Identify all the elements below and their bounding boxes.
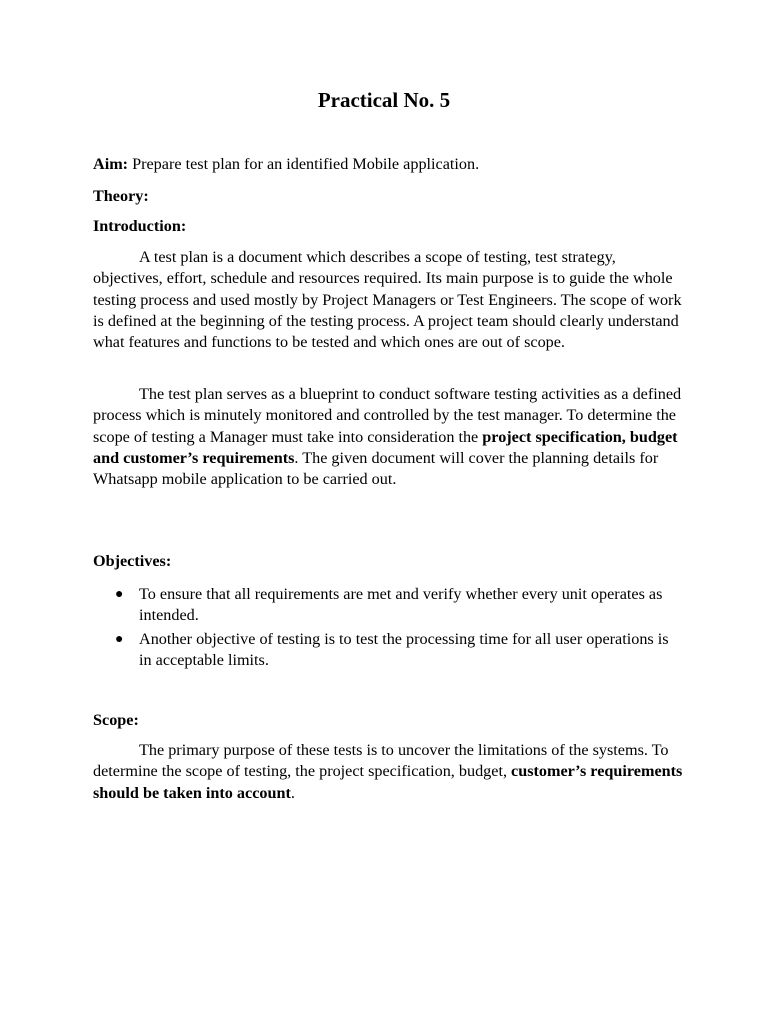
introduction-paragraph-2-text-a: The test plan serves as a blueprint to conduct software testing activities as a defined process which is minutely monitored and controlled by the test manager. To determine the scope of testing a Manager must take into consideration the: [93, 385, 682, 446]
aim-line: [93, 154, 683, 175]
aim-text: Prepare test plan for an identified Mobile application.: [128, 155, 480, 173]
introduction-paragraph-1: [93, 247, 683, 353]
scope-paragraph: [93, 740, 683, 804]
introduction-paragraph-1-text: A test plan is a document which describes a scope of testing, test strategy, objectives, effort, schedule and resources required. Its main purpose is to guide the whole testing process and used mostly by Project Managers or Test Engineers. The scope of work is defined at the beginning of the testing process. A project team should clearly understand what features and functions to be tested and which ones are out of scope.: [93, 248, 682, 352]
scope-heading: Scope:: [93, 711, 139, 729]
scope-paragraph-text-a: The primary purpose of these tests is to uncover the limitations of the systems. To determine the scope of testing, the project specification, budget,: [93, 741, 669, 781]
objective-text: Another objective of testing is to test the processing time for all user operations is in acceptable limits.: [139, 629, 669, 669]
scope-paragraph-text-b: .: [290, 783, 295, 802]
objectives-list: [93, 584, 683, 673]
bullet-icon: ●: [115, 587, 124, 602]
introduction-paragraph-2-text-b: . The given document will cover the planning details for Whatsapp mobile application to be carried out.: [93, 448, 659, 489]
introduction-heading: Introduction:: [93, 217, 187, 235]
list-item: [93, 629, 683, 672]
objectives-heading: Objectives:: [93, 552, 172, 570]
page-title: Practical No. 5: [317, 88, 451, 112]
list-item: [93, 584, 683, 627]
bullet-icon: ●: [115, 631, 124, 647]
introduction-paragraph-2-bold: project specification, budget and customer’s requirements: [93, 427, 678, 467]
aim-label: Aim:: [93, 155, 129, 173]
scope-paragraph-bold: customer’s requirements should be taken into account: [93, 762, 683, 802]
introduction-paragraph-2: [93, 384, 683, 490]
objective-text: To ensure that all requirements are met and verify whether every unit operates as intended.: [139, 585, 663, 625]
theory-heading: Theory:: [93, 187, 149, 205]
